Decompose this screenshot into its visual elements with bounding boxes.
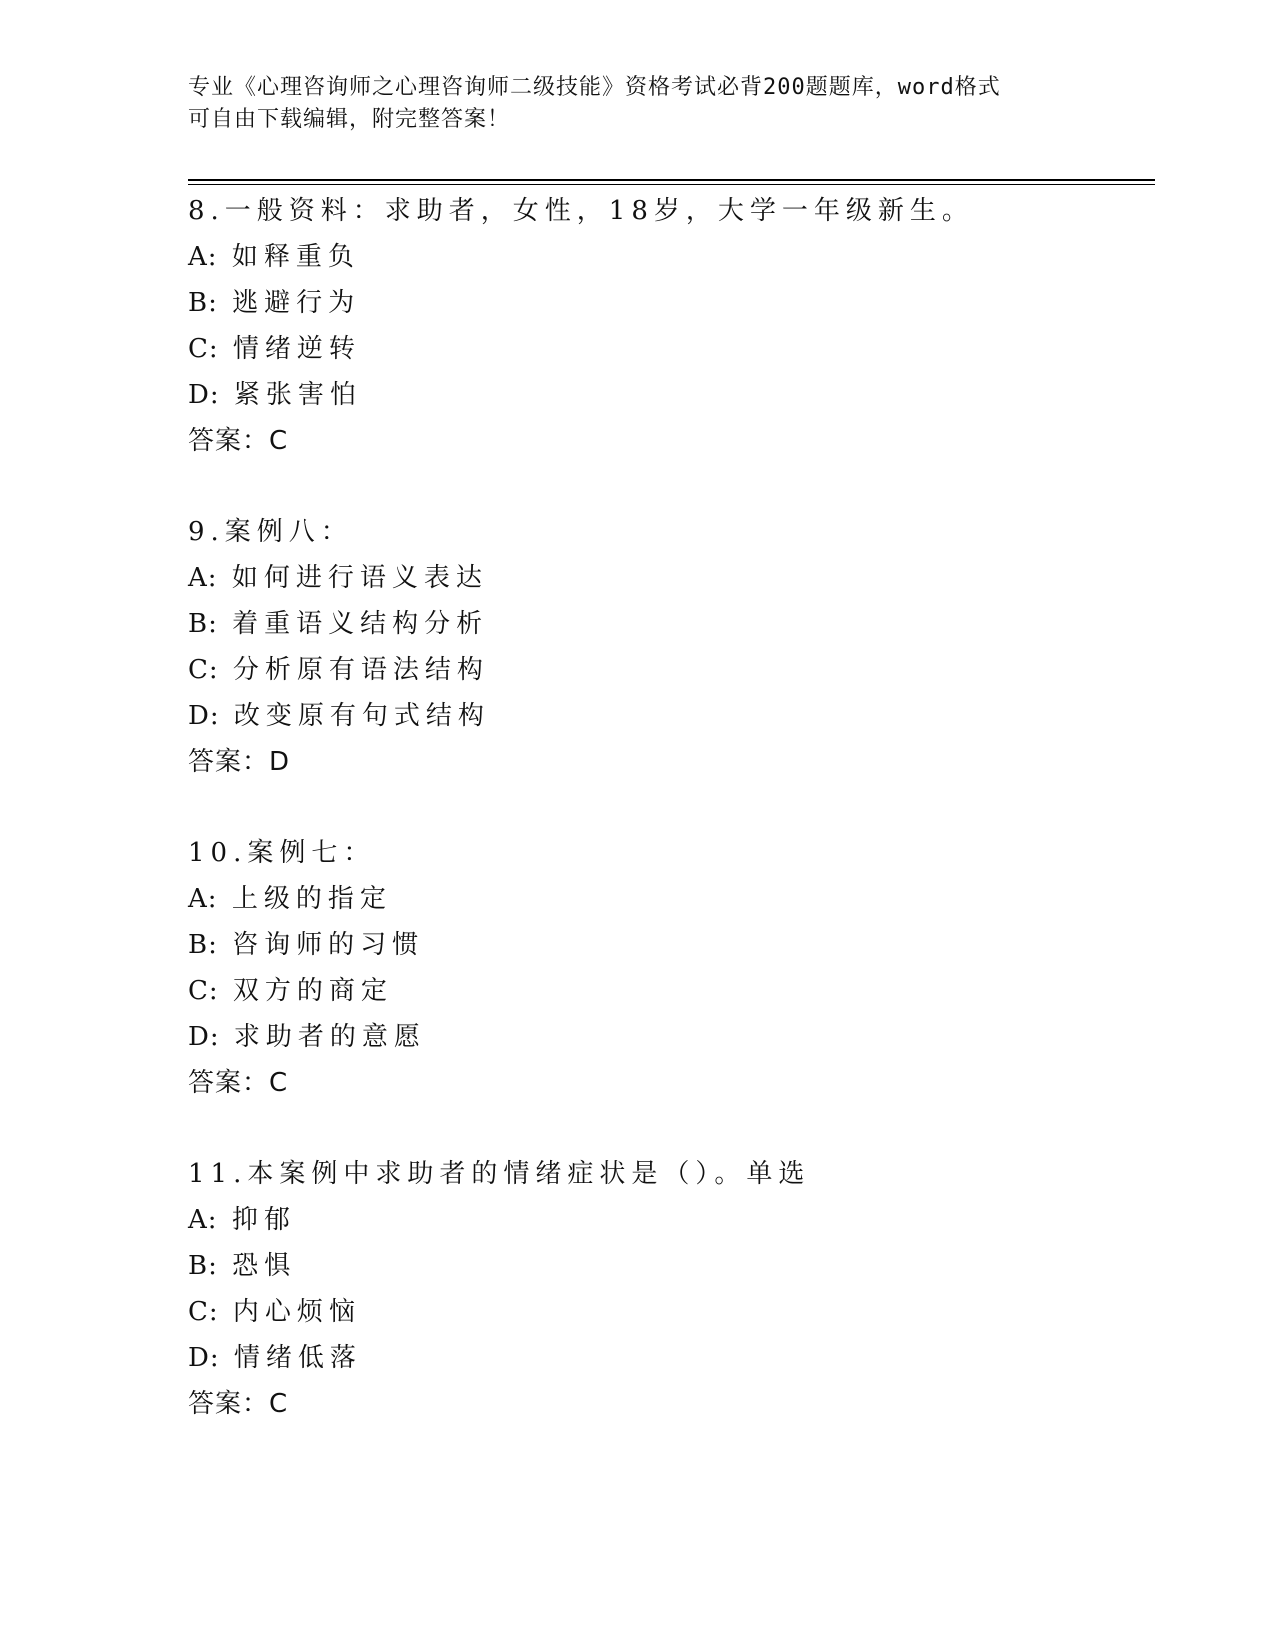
option-text: 紧张害怕 [233, 380, 362, 410]
option-key: C: [188, 334, 219, 364]
option-a [188, 1197, 1148, 1243]
option-c [188, 968, 1148, 1014]
option-key: B: [188, 609, 218, 639]
answer-line: 答案：D [188, 747, 291, 777]
option-text: 恐惧 [232, 1251, 297, 1281]
option-text: 内心烦恼 [232, 1297, 361, 1327]
option-key: A: [188, 563, 218, 593]
option-key: D: [188, 1343, 220, 1373]
option-key: C: [188, 1297, 219, 1327]
question-stem: 8.一般资料：求助者，女性，18岁，大学一年级新生。 [188, 196, 974, 226]
option-text: 分析原有语法结构 [232, 655, 489, 685]
option-b [188, 1243, 1148, 1289]
option-key: C: [188, 655, 219, 685]
header-divider [188, 179, 1155, 185]
question-stem: 10.案例七： [188, 838, 376, 868]
document-header [188, 72, 1088, 136]
option-a [188, 876, 1148, 922]
option-c [188, 647, 1148, 693]
option-b [188, 280, 1148, 326]
option-key: A: [188, 884, 218, 914]
option-key: C: [188, 976, 219, 1006]
option-c [188, 1289, 1148, 1335]
answer-line: 答案：C [188, 426, 289, 456]
option-a [188, 234, 1148, 280]
option-d [188, 1014, 1148, 1060]
option-d [188, 1335, 1148, 1381]
option-text: 抑郁 [231, 1205, 296, 1235]
question-stem: 11.本案例中求助者的情绪症状是（）。单选 [188, 1159, 811, 1189]
option-text: 改变原有句式结构 [233, 701, 490, 731]
option-text: 情绪低落 [233, 1343, 362, 1373]
question-8 [188, 188, 1148, 464]
option-key: B: [188, 930, 218, 960]
option-text: 求助者的意愿 [233, 1022, 426, 1052]
option-a [188, 555, 1148, 601]
option-key: B: [188, 288, 218, 318]
option-text: 双方的商定 [232, 976, 393, 1006]
question-11 [188, 1151, 1148, 1427]
option-d [188, 372, 1148, 418]
option-text: 如何进行语义表达 [231, 563, 488, 593]
header-line-1: 专业《心理咨询师之心理咨询师二级技能》资格考试必背200题题库，word格式 [188, 75, 1001, 100]
option-text: 上级的指定 [231, 884, 392, 914]
option-b [188, 922, 1148, 968]
question-stem: 9.案例八： [188, 517, 353, 547]
option-key: A: [188, 1205, 218, 1235]
answer-line: 答案：C [188, 1389, 289, 1419]
question-9 [188, 509, 1148, 785]
question-list [188, 188, 1148, 1472]
option-c [188, 326, 1148, 372]
option-text: 着重语义结构分析 [232, 609, 489, 639]
question-10 [188, 830, 1148, 1106]
option-text: 逃避行为 [232, 288, 361, 318]
option-text: 情绪逆转 [232, 334, 361, 364]
option-d [188, 693, 1148, 739]
option-text: 如释重负 [231, 242, 360, 272]
option-key: B: [188, 1251, 218, 1281]
option-key: D: [188, 701, 220, 731]
option-b [188, 601, 1148, 647]
option-key: D: [188, 380, 220, 410]
option-text: 咨询师的习惯 [232, 930, 425, 960]
option-key: D: [188, 1022, 220, 1052]
answer-line: 答案：C [188, 1068, 289, 1098]
header-line-2: 可自由下载编辑，附完整答案！ [188, 107, 511, 132]
option-key: A: [188, 242, 218, 272]
